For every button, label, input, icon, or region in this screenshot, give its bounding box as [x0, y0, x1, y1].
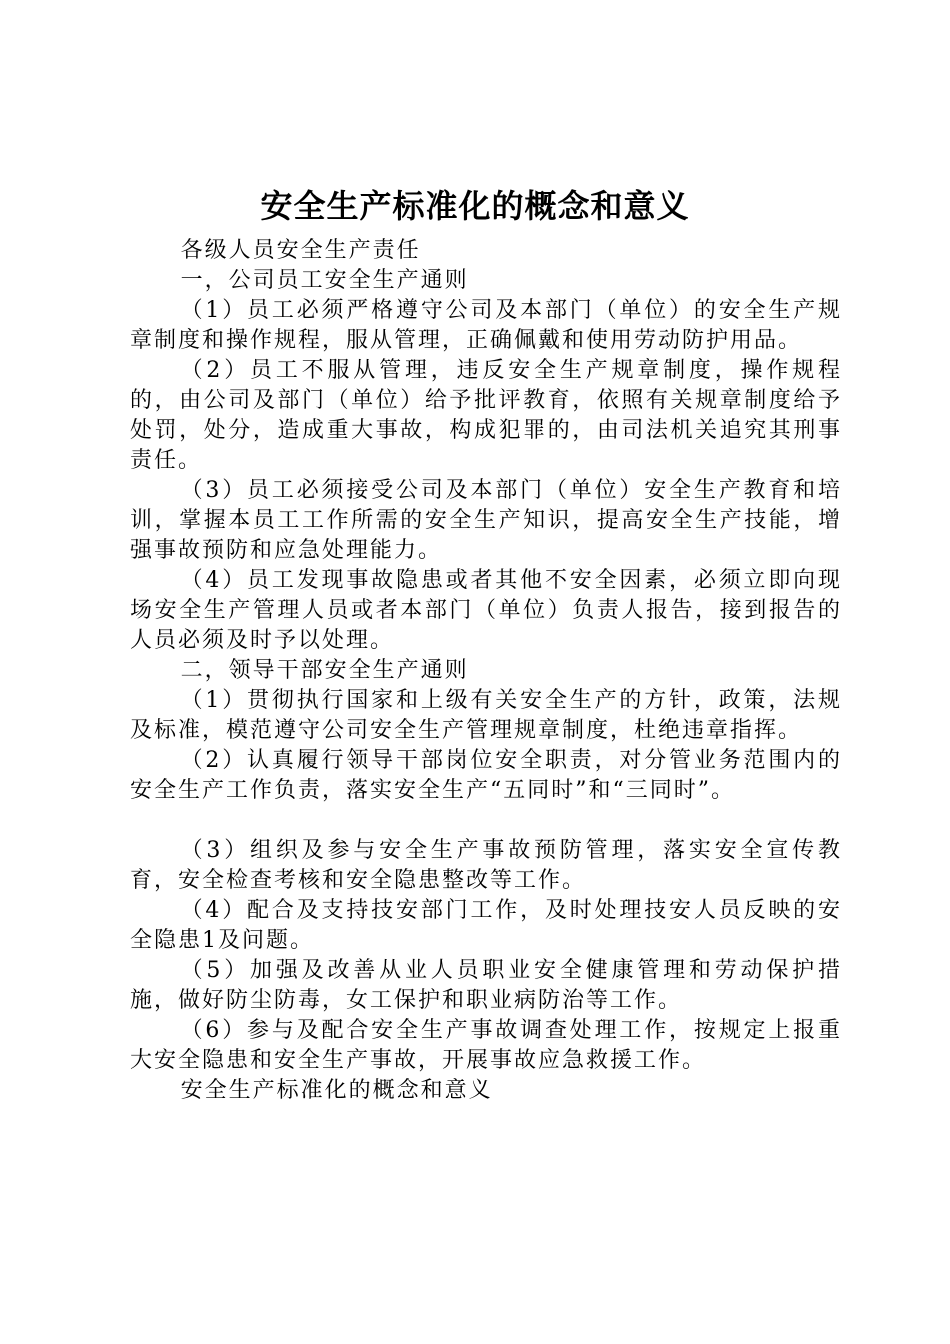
staff-rule-1: （1）员工必须严格遵守公司及本部门（单位）的安全生产规章制度和操作规程，服从管理，正确佩戴和使用劳动防护用品。 — [130, 298, 842, 353]
leader-rule-1: （1）贯彻执行国家和上级有关安全生产的方针，政策，法规及标准，模范遵守公司安全生产管理规章制度，杜绝违章指挥。 — [130, 688, 842, 743]
section-heading-responsibility: 各级人员安全生产责任 — [180, 238, 421, 263]
leader-rule-5: （5）加强及改善从业人员职业安全健康管理和劳动保护措施，做好防尘防毒，女工保护和职业病防治等工作。 — [130, 958, 842, 1013]
document-title: 安全生产标准化的概念和意义 — [260, 187, 690, 225]
leader-rule-3: （3）组织及参与安全生产事故预防管理，落实安全宣传教育，安全检查考核和安全隐患整改等工作。 — [130, 838, 842, 893]
staff-rule-4: （4）员工发现事故隐患或者其他不安全因素，必须立即向现场安全生产管理人员或者本部门（单位）负责人报告，接到报告的人员必须及时予以处理。 — [130, 568, 842, 653]
closing-heading: 安全生产标准化的概念和意义 — [180, 1078, 493, 1103]
leader-rule-2: （2）认真履行领导干部岗位安全职责，对分管业务范围内的安全生产工作负责，落实安全生产“五同时”和“三同时”。 — [130, 748, 842, 803]
leader-rule-6: （6）参与及配合安全生产事故调查处理工作，按规定上报重大安全隐患和安全生产事故，开展事故应急救援工作。 — [130, 1018, 842, 1073]
document-body — [130, 236, 842, 1106]
staff-rule-2: （2）员工不服从管理，违反安全生产规章制度，操作规程的，由公司及部门（单位）给予批评教育，依照有关规章制度给予处罚，处分，造成重大事故，构成犯罪的，由司法机关追究其刑事责任。 — [130, 358, 842, 473]
section-heading-staff-rules: 一，公司员工安全生产通则 — [180, 268, 469, 293]
leader-rule-4: （4）配合及支持技安部门工作，及时处理技安人员反映的安全隐患1及问题。 — [130, 898, 842, 953]
section-heading-leader-rules: 二，领导干部安全生产通则 — [180, 658, 469, 683]
staff-rule-3: （3）员工必须接受公司及本部门（单位）安全生产教育和培训，掌握本员工工作所需的安全生产知识，提高安全生产技能，增强事故预防和应急处理能力。 — [130, 478, 842, 563]
